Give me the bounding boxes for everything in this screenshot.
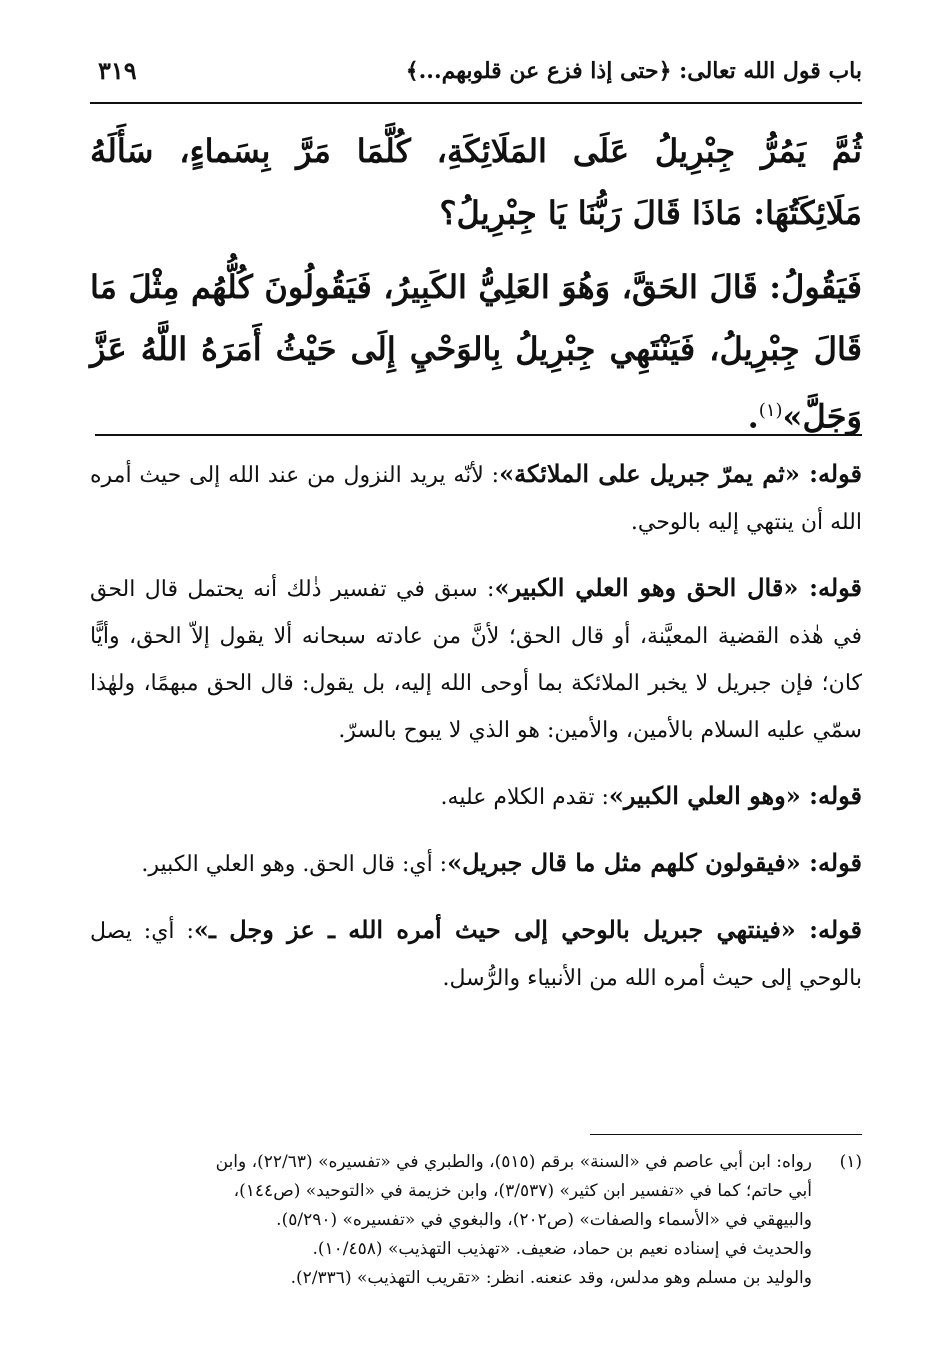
hadith-paragraph-2 bbox=[90, 256, 862, 448]
hadith-end-mark: . bbox=[747, 397, 759, 436]
commentary-paragraph bbox=[90, 839, 862, 888]
footnote-line: رواه: ابن أبي عاصم في «السنة» برقم (٥١٥)، والطبري في «تفسيره» (٢٢/٦٣)، وابن bbox=[215, 1152, 812, 1172]
commentary-text: : لأنّه يريد النزول من عند الله إلى حيث أمره الله أن ينتهي إليه بالوحي. bbox=[90, 463, 862, 535]
commentary bbox=[90, 450, 862, 1020]
commentary-text: : أي: قال الحق. وهو العلي الكبير. bbox=[141, 852, 448, 877]
footnote-line: والبيهقي في «الأسماء والصفات» (ص٢٠٢)، والبغوي في «تفسيره» (٥/٢٩٠). bbox=[276, 1210, 812, 1230]
commentary-paragraph bbox=[90, 906, 862, 1002]
commentary-paragraph bbox=[90, 772, 862, 821]
commentary-lead: قوله: «وهو العلي الكبير» bbox=[608, 781, 862, 810]
footnote-line: والوليد بن مسلم وهو مدلس، وقد عنعنه. انظر: «تقريب التهذيب» (٢/٣٣٦). bbox=[290, 1268, 812, 1288]
commentary-text: : تقدم الكلام عليه. bbox=[440, 785, 609, 810]
footnote-line: أبي حاتم؛ كما في «تفسير ابن كثير» (٣/٥٣٧)، وابن خزيمة في «التوحيد» (ص١٤٤)، bbox=[233, 1181, 812, 1201]
commentary-text: : أي: يصل بالوحي إلى حيث أمره الله من الأنبياء والرُّسل. bbox=[90, 919, 862, 991]
footnote-text bbox=[90, 1148, 812, 1293]
commentary-paragraph bbox=[90, 450, 862, 546]
hadith-text bbox=[90, 120, 862, 460]
commentary-text: : سبق في تفسير ذٰلك أنه يحتمل قال الحق في هٰذه القضية المعيَّنة، أو قال الحق؛ لأنَّ من عادته سبحانه ألا يقول إلاّ الحق، وأيًّا كان؛ فإن جبريل لا يخبر الملائكة بما أوحى الله إليه، بل يقول: قال الحق مبهمًا، ولهٰذا سمّي عليه السلام بالأمين، والأمين: هو الذي لا يبوح بالسرّ. bbox=[90, 577, 862, 743]
running-header bbox=[90, 52, 862, 104]
commentary-lead: قوله: «قال الحق وهو العلي الكبير» bbox=[494, 573, 862, 602]
hadith-paragraph-2-text: فَيَقُولُ: قَالَ الحَقَّ، وَهُوَ العَلِيُّ الكَبِيرُ، فَيَقُولُونَ كُلُّهُم مِثْلَ مَا قَالَ جِبْرِيلُ، فَيَنْتَهِي جِبْرِيلُ بِالوَحْيِ إِلَى حَيْثُ أَمَرَهُ اللَّهُ عَزَّ وَجَلَّ» bbox=[90, 268, 863, 436]
footnote-number: (١) bbox=[839, 1152, 862, 1172]
chapter-title: باب قول الله تعالى: ﴿حتى إذا فزع عن قلوبهم...﴾ bbox=[405, 58, 862, 84]
commentary-paragraph bbox=[90, 564, 862, 754]
section-divider bbox=[95, 434, 862, 436]
commentary-lead: قوله: «ثم يمرّ جبريل على الملائكة» bbox=[499, 459, 862, 488]
page-number: ٣١٩ bbox=[98, 56, 137, 85]
footnote-rule bbox=[590, 1134, 862, 1135]
commentary-lead: قوله: «فيقولون كلهم مثل ما قال جبريل» bbox=[447, 848, 862, 877]
footnotes bbox=[90, 1148, 862, 1293]
commentary-lead: قوله: «فينتهي جبريل بالوحي إلى حيث أمره الله ـ عز وجل ـ» bbox=[193, 915, 862, 944]
hadith-paragraph-1: ثُمَّ يَمُرُّ جِبْرِيلُ عَلَى المَلَائِكَةِ، كُلَّمَا مَرَّ بِسَماءٍ، سَأَلَهُ مَلَائِكَتُهَا: مَاذَا قَالَ رَبُّنَا يَا جِبْرِيلُ؟ bbox=[90, 132, 862, 232]
footnote-line: والحديث في إسناده نعيم بن حماد، ضعيف. «تهذيب التهذيب» (١٠/٤٥٨). bbox=[312, 1239, 812, 1259]
footnote-reference[interactable]: (١) bbox=[758, 400, 783, 421]
